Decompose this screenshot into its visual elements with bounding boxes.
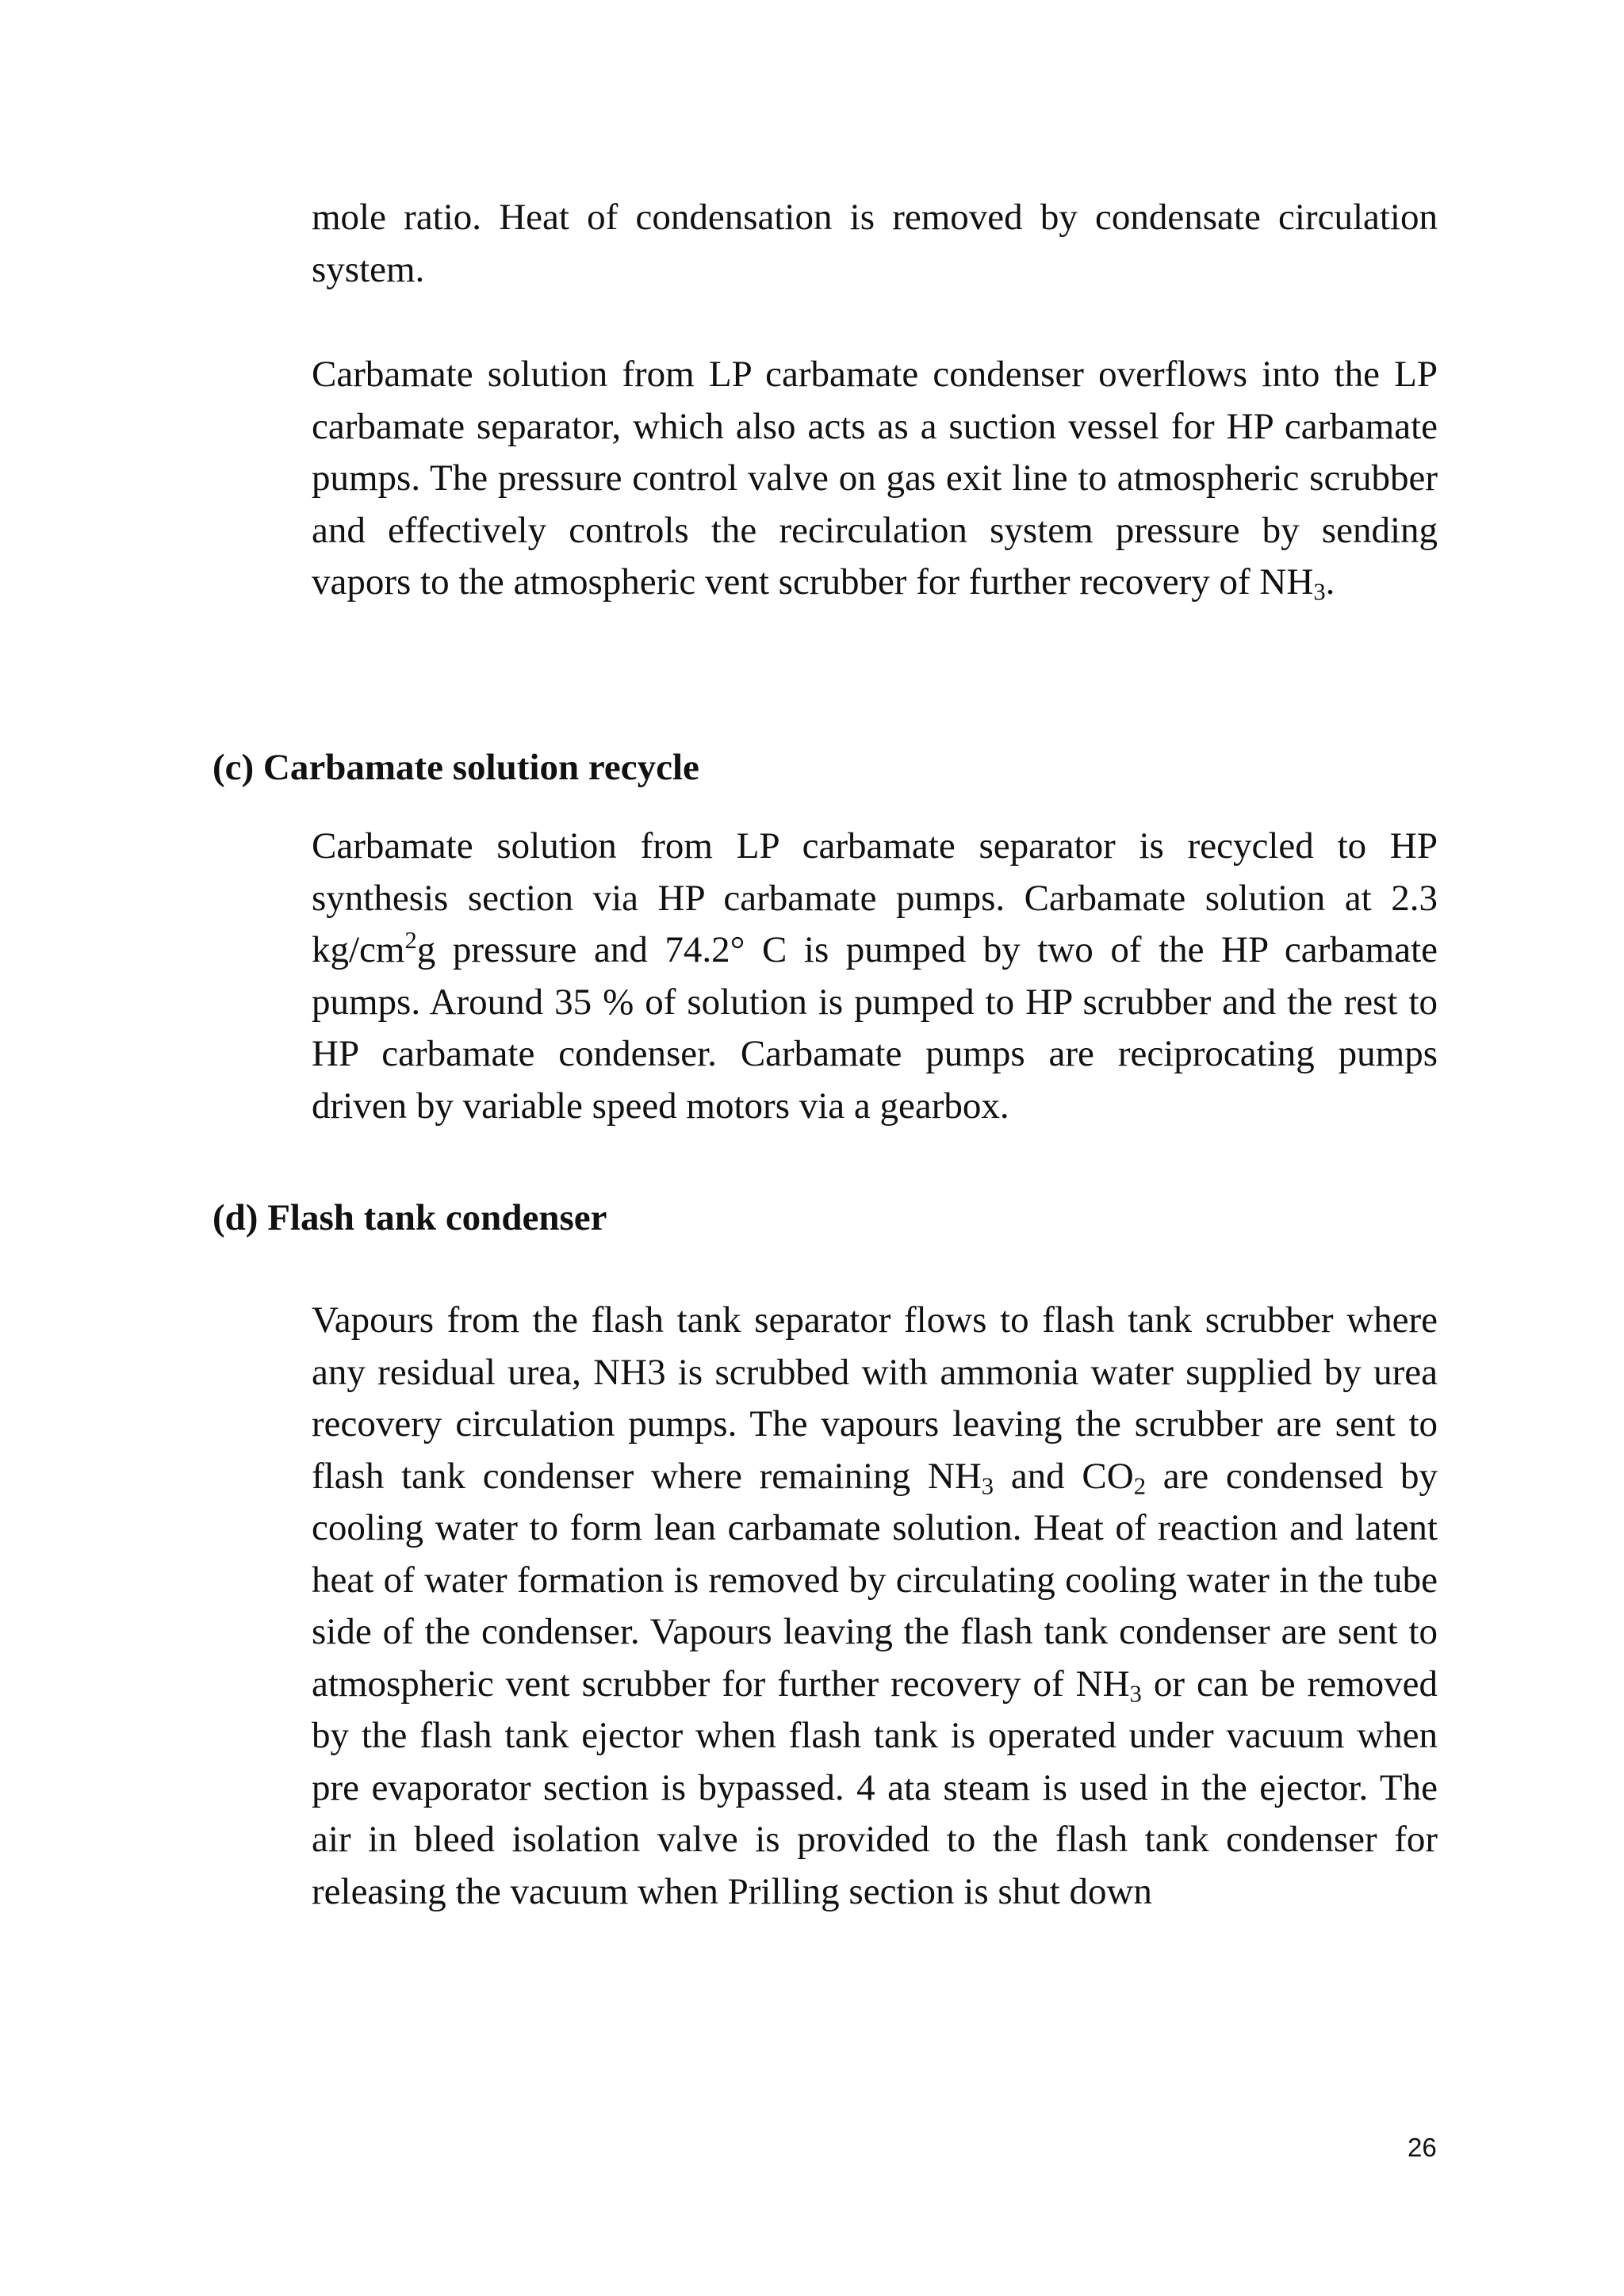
subscript: 3: [981, 1472, 994, 1500]
paragraph-text: are condensed by cooling water to form lean carbamate solution. Heat of reaction and latent heat of water formation is removed by circulating cooling water in the tube side of the condenser. Vapours leaving the flash tank condenser are sent to atmospheric vent scrubber for further recovery of NH: [312, 1455, 1438, 1705]
paragraph-text: g pressure and 74.2° C is pumped by two of the HP carbamate pumps. Around 35 % of solution is pumped to HP scrubber and the rest to HP carbamate condenser. Carbamate pumps are reciprocating pumps driven by variable speed motors via a gearbox.: [312, 929, 1438, 1127]
subscript: 3: [1313, 578, 1326, 606]
paragraph-text: and CO: [994, 1455, 1134, 1497]
paragraph-text: .: [1325, 561, 1335, 603]
paragraph-flash-tank-condenser: [312, 1295, 1438, 1918]
subscript: 2: [1133, 1472, 1147, 1500]
section-heading-flash-tank-condenser: (d) Flash tank condenser: [213, 1197, 607, 1238]
superscript: 2: [404, 927, 417, 955]
paragraph-text: mole ratio. Heat of condensation is removed by condensate circulation system.: [312, 197, 1438, 290]
subscript: 3: [1129, 1680, 1142, 1708]
paragraph-text: Vapours from the flash tank separator flows to flash tank scrubber where any residual urea, NH3 is scrubbed with ammonia water supplied by urea recovery circulation pumps. The vapours leaving the scrubber are sent to flash tank condenser where remaining NH: [312, 1299, 1438, 1497]
paragraph-text: or can be removed by the flash tank ejector when flash tank is operated under vacuum when pre evaporator section is bypassed. 4 ata steam is used in the ejector. The air in bleed isolation valve is provided to the flash tank condenser for releasing the vacuum when Prilling section is shut down: [312, 1663, 1438, 1912]
paragraph-carbamate-recycle: [312, 821, 1438, 1132]
paragraph-text: Carbamate solution from LP carbamate condenser overflows into the LP carbamate separator, which also acts as a suction vessel for HP carbamate pumps. The pressure control valve on gas exit line to atmospheric scrubber and effectively controls the recirculation system pressure by sending vapors to the atmospheric vent scrubber for further recovery of NH: [312, 354, 1438, 603]
section-heading-carbamate-recycle: (c) Carbamate solution recycle: [213, 747, 699, 788]
page-number: 26: [1408, 2133, 1437, 2162]
paragraph-lp-carbamate-separator: [312, 349, 1438, 609]
paragraph-condensation-removal: [312, 192, 1438, 296]
paragraph-text: Carbamate solution from LP carbamate separator is recycled to HP synthesis section via HP carbamate pumps. Carbamate solution at 2.3 kg/cm: [312, 825, 1438, 970]
